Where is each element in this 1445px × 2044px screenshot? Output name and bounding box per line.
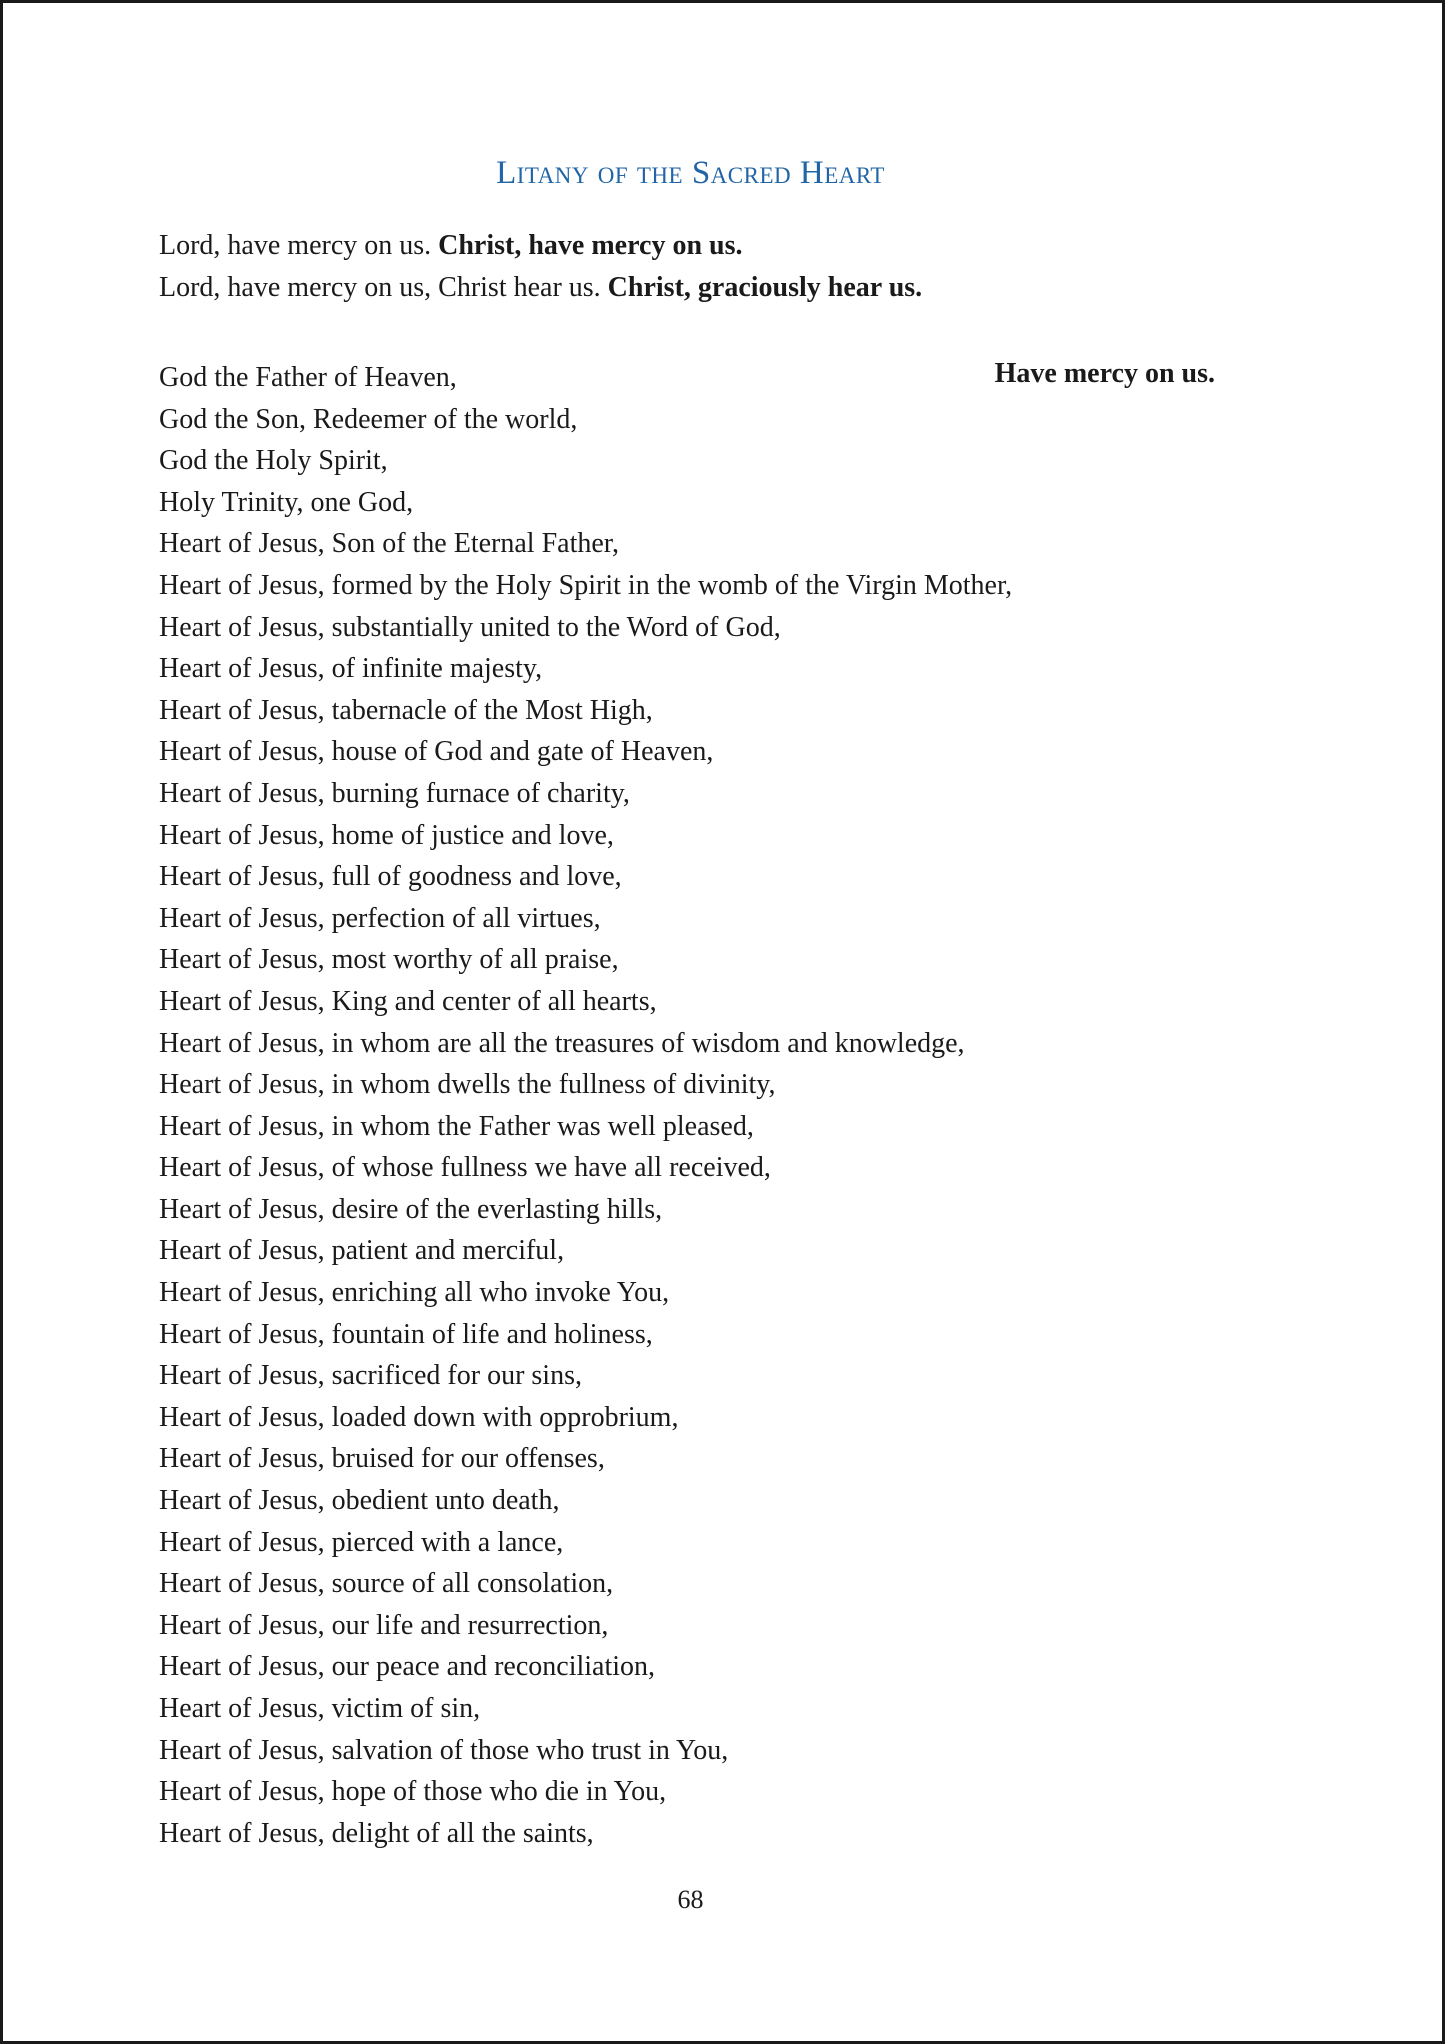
invocation-line: God the Holy Spirit, xyxy=(159,445,388,477)
invocation-line: Heart of Jesus, patient and merciful, xyxy=(159,1235,565,1267)
invocation-line: Heart of Jesus, burning furnace of charity, xyxy=(159,777,630,809)
intro-response: Christ, have mercy on us. xyxy=(438,230,743,261)
invocation-line: Heart of Jesus, tabernacle of the Most High, xyxy=(159,694,653,726)
invocation-line: Heart of Jesus, formed by the Holy Spirit in the womb of the Virgin Mother, xyxy=(159,569,1013,601)
invocation-line: Heart of Jesus, perfection of all virtues, xyxy=(159,902,601,934)
intro-response: Christ, graciously hear us. xyxy=(607,272,923,303)
invocation-line: Heart of Jesus, salvation of those who trust in You, xyxy=(159,1734,729,1766)
invocation-line: Heart of Jesus, sacrificed for our sins, xyxy=(159,1360,582,1392)
invocation-line: Heart of Jesus, house of God and gate of Heaven, xyxy=(159,736,714,768)
invocation-line: Heart of Jesus, in whom are all the treasures of wisdom and knowledge, xyxy=(159,1027,965,1059)
invocation-line: Heart of Jesus, fountain of life and holiness, xyxy=(159,1318,653,1350)
invocation-line: Heart of Jesus, Son of the Eternal Father, xyxy=(159,528,619,560)
invocation-line: Heart of Jesus, our peace and reconciliation, xyxy=(159,1651,656,1683)
invocation-line: Heart of Jesus, full of goodness and love, xyxy=(159,861,622,893)
intro-plain: Lord, have mercy on us. xyxy=(159,230,439,261)
invocation-line: Heart of Jesus, desire of the everlasting hills, xyxy=(159,1193,663,1225)
invocation-line: Heart of Jesus, loaded down with opprobrium, xyxy=(159,1401,679,1433)
invocation-list xyxy=(159,357,1012,1854)
invocation-line: Heart of Jesus, in whom dwells the fullness of divinity, xyxy=(159,1069,776,1101)
invocation-line: Heart of Jesus, in whom the Father was well pleased, xyxy=(159,1110,754,1142)
invocation-line: Heart of Jesus, obedient unto death, xyxy=(159,1485,560,1517)
invocation-line: Heart of Jesus, home of justice and love, xyxy=(159,819,614,851)
intro-line xyxy=(159,229,743,263)
invocation-line: Heart of Jesus, most worthy of all praise, xyxy=(159,944,619,976)
page-title: Litany of the Sacred Heart xyxy=(496,155,885,191)
invocation-line: Heart of Jesus, victim of sin, xyxy=(159,1693,481,1724)
invocation-line: Heart of Jesus, bruised for our offenses, xyxy=(159,1443,605,1475)
invocation-line: Heart of Jesus, our life and resurrection, xyxy=(159,1609,609,1641)
invocation-line: God the Father of Heaven, xyxy=(159,362,457,393)
invocation-line: Heart of Jesus, pierced with a lance, xyxy=(159,1526,564,1558)
invocation-line: Holy Trinity, one God, xyxy=(159,486,414,518)
litany-response: Have mercy on us. xyxy=(994,358,1215,389)
intro-line xyxy=(159,271,922,305)
invocation-line: Heart of Jesus, enriching all who invoke You, xyxy=(159,1277,670,1309)
invocation-line: God the Son, Redeemer of the world, xyxy=(159,403,578,435)
invocation-line: Heart of Jesus, delight of all the saints, xyxy=(159,1817,594,1849)
invocation-line: Heart of Jesus, substantially united to the Word of God, xyxy=(159,611,781,643)
invocation-line: Heart of Jesus, of infinite majesty, xyxy=(159,653,543,685)
page-number: 68 xyxy=(677,1885,704,1914)
intro-plain: Lord, have mercy on us, Christ hear us. xyxy=(159,272,608,303)
invocation-line: Heart of Jesus, of whose fullness we have all received, xyxy=(159,1152,771,1184)
invocation-line: Heart of Jesus, King and center of all hearts, xyxy=(159,985,657,1017)
invocation-line: Heart of Jesus, hope of those who die in You, xyxy=(159,1776,667,1808)
invocation-line: Heart of Jesus, source of all consolation, xyxy=(159,1568,614,1600)
